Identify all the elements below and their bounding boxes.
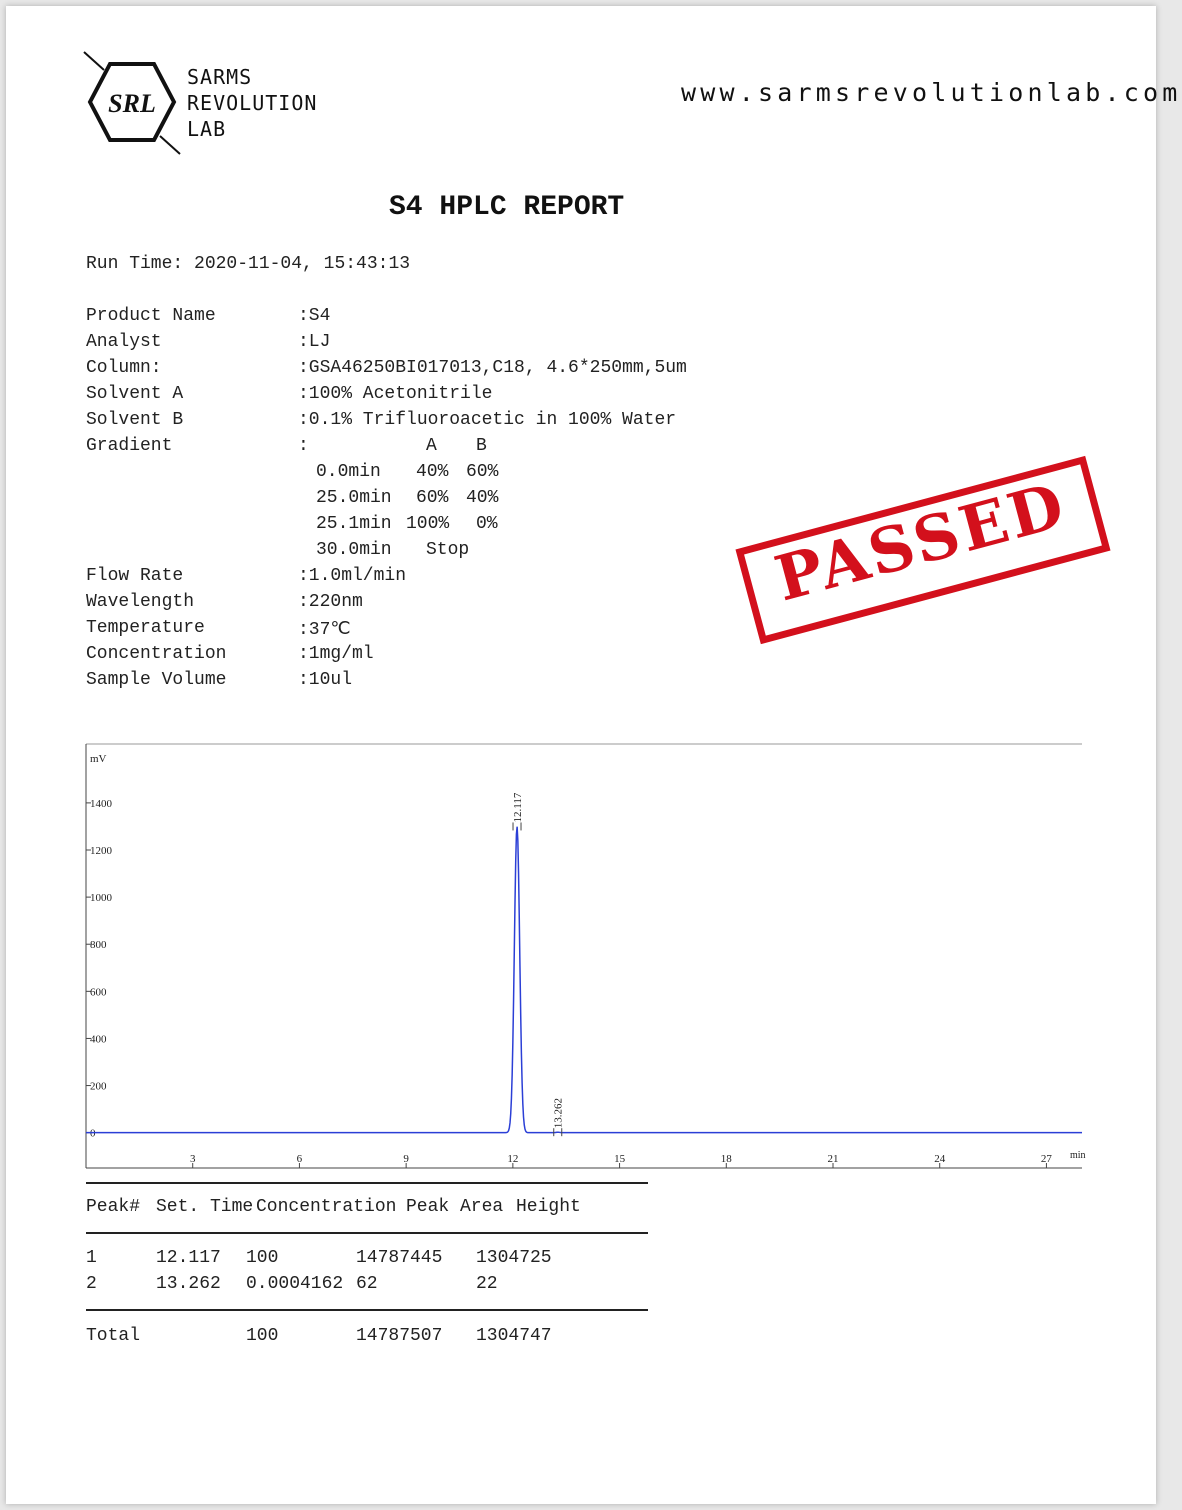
table-cell: 0.0004162 <box>246 1274 344 1294</box>
y-tick-label: 400 <box>90 1033 107 1046</box>
table-cell: 62 <box>356 1274 378 1294</box>
param-label: Solvent B <box>86 410 184 430</box>
col-header-concentration: Concentration <box>256 1197 397 1217</box>
col-header-height: Height <box>516 1197 581 1217</box>
param-label: Product Name <box>86 306 216 326</box>
y-tick-label: 0 <box>90 1127 96 1140</box>
gradient-a: 40% <box>416 462 449 482</box>
y-tick-label: 600 <box>90 986 107 999</box>
total-height: 1304747 <box>476 1326 552 1346</box>
x-tick-label: 18 <box>720 1153 732 1165</box>
peak-label: 12.117 <box>512 792 525 823</box>
report-page <box>6 6 1182 1504</box>
table-cell: 2 <box>86 1274 97 1294</box>
x-tick-label: 15 <box>614 1153 626 1165</box>
gradient-b: 0% <box>476 514 498 534</box>
param-value: : <box>298 436 309 456</box>
srl-logo-icon <box>82 50 182 158</box>
col-header-time: Set. Time <box>156 1197 254 1217</box>
param-label: Flow Rate <box>86 566 184 586</box>
table-cell: 1 <box>86 1248 97 1268</box>
table-rule-top <box>86 1182 648 1184</box>
x-axis-label: min <box>1070 1150 1086 1161</box>
y-ticks <box>86 798 113 1140</box>
x-ticks <box>190 1153 1052 1168</box>
param-value: :37℃ <box>298 620 351 640</box>
x-tick-label: 9 <box>403 1153 409 1165</box>
run-time: Run Time: 2020-11-04, 15:43:13 <box>86 254 411 274</box>
param-label: Concentration <box>86 644 227 664</box>
param-value: :1mg/ml <box>298 644 374 664</box>
param-label: Analyst <box>86 332 162 352</box>
chromatogram-chart <box>84 744 1084 1174</box>
table-cell: 13.262 <box>156 1274 221 1294</box>
logo-line-2: REVOLUTION <box>187 91 318 115</box>
report-title: S4 HPLC REPORT <box>389 192 625 223</box>
table-cell: 12.117 <box>156 1248 221 1268</box>
table-cell: 22 <box>476 1274 498 1294</box>
x-tick-label: 6 <box>296 1153 303 1165</box>
param-value: :10ul <box>298 670 353 690</box>
y-tick-label: 1200 <box>90 845 112 857</box>
logo-wordmark <box>187 64 317 142</box>
param-label: Sample Volume <box>86 670 227 690</box>
table-cell: 100 <box>246 1248 279 1268</box>
gradient-a: 60% <box>416 488 449 508</box>
y-tick-label: 1400 <box>90 797 112 810</box>
peak-label: 13.262 <box>552 1097 565 1129</box>
table-cell: 1304725 <box>476 1248 552 1268</box>
y-tick-label: 1000 <box>90 892 112 905</box>
logo-line-3: LAB <box>187 117 227 141</box>
gradient-time: 0.0min <box>316 462 381 482</box>
col-header-peak: Peak# <box>86 1197 141 1217</box>
logo-mark-text: SRL <box>108 89 156 118</box>
x-tick-label: 24 <box>934 1153 946 1165</box>
y-axis-label: mV <box>90 753 107 765</box>
table-rule-bottom <box>86 1309 648 1311</box>
param-value: :220nm <box>298 592 363 612</box>
gradient-time: 25.1min <box>316 514 392 534</box>
gradient-stop: Stop <box>426 540 470 560</box>
param-label: Column: <box>86 358 162 378</box>
stamp-text: PASSED <box>767 468 1074 616</box>
x-tick-label: 27 <box>1040 1153 1052 1165</box>
y-tick-label: 800 <box>90 939 107 952</box>
table-rule-header <box>86 1232 648 1234</box>
gradient-time: 30.0min <box>316 540 392 560</box>
logo-line-1: SARMS <box>187 65 253 89</box>
x-tick-label: 12 <box>507 1153 519 1165</box>
chromatogram-trace <box>86 827 1082 1133</box>
passed-stamp <box>735 456 1110 644</box>
param-value: :100% Acetonitrile <box>298 384 493 404</box>
param-label: Temperature <box>86 618 205 638</box>
gradient-header-b: B <box>476 436 487 456</box>
total-concentration: 100 <box>246 1326 279 1346</box>
y-tick-label: 200 <box>90 1080 107 1093</box>
gradient-b: 60% <box>466 462 499 482</box>
param-label: Solvent A <box>86 384 184 404</box>
param-label: Wavelength <box>86 592 195 612</box>
param-value: :GSA46250BI017013,C18, 4.6*250mm,5um <box>298 358 687 378</box>
param-value: :1.0ml/min <box>298 566 407 586</box>
total-label: Total <box>86 1326 141 1346</box>
x-tick-label: 3 <box>189 1153 196 1165</box>
gradient-time: 25.0min <box>316 488 392 508</box>
total-area: 14787507 <box>356 1326 443 1346</box>
gradient-a: 100% <box>406 514 450 534</box>
col-header-area: Peak Area <box>406 1197 504 1217</box>
param-value: :0.1% Trifluoroacetic in 100% Water <box>298 410 677 430</box>
x-tick-label: 21 <box>827 1153 839 1165</box>
param-value: :S4 <box>298 306 331 326</box>
param-value: :LJ <box>298 332 331 352</box>
table-cell: 14787445 <box>356 1248 443 1268</box>
gradient-header-a: A <box>426 436 437 456</box>
gradient-b: 40% <box>466 488 499 508</box>
param-label: Gradient <box>86 436 173 456</box>
website-url: www.sarmsrevolutionlab.com <box>681 78 1182 107</box>
